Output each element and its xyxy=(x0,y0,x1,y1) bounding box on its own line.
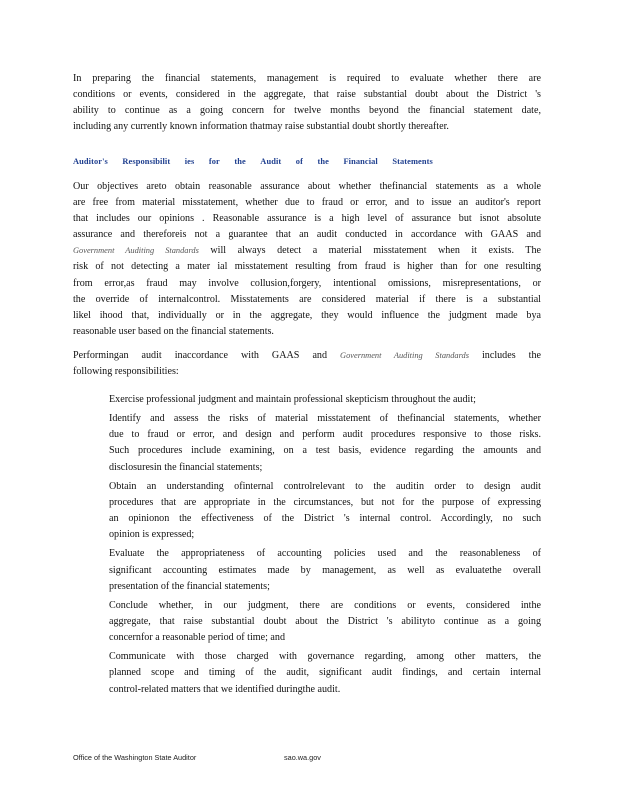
list-item-line: control-related matters that we identified duringthe audit. xyxy=(109,683,341,695)
footer-website: sao.wa.gov xyxy=(284,753,321,762)
list-item xyxy=(92,479,541,543)
objectives-line: from error,as fraud may involve collusion,forgery, intentional omissions, misrepresentations, or xyxy=(73,277,541,289)
list-item-line: due to fraud or error, and design and perform audit procedures responsive to those risks. xyxy=(109,429,541,441)
gas-title-italic: Government Auditing Standards xyxy=(340,351,469,360)
performing-line: following responsibilities: xyxy=(73,366,179,378)
list-item-line: concernfor a reasonable period of time; and xyxy=(109,632,285,644)
heading-word: Statements xyxy=(392,157,433,166)
list-item-line: disclosuresin the financial statements; xyxy=(109,461,263,473)
objectives-line: reasonable user based on the financial statements. xyxy=(73,325,274,337)
responsibilities-list xyxy=(92,392,541,701)
heading-word: for xyxy=(208,157,220,166)
heading-word: of xyxy=(295,157,303,166)
list-item-line: presentation of the financial statements; xyxy=(109,580,270,592)
list-item-line: Obtain an understanding ofinternal controlrelevant to the auditin order to design audit xyxy=(109,480,541,492)
list-item-line: opinion is expressed; xyxy=(109,529,195,541)
heading-word: Responsibilit xyxy=(122,157,171,166)
objectives-line: are free from material misstatement, whether due to fraud or error, and to issue an auditor's report xyxy=(73,197,541,209)
intro-paragraph xyxy=(73,71,541,135)
footer-office-name: Office of the Washington State Auditor xyxy=(73,753,197,762)
list-item xyxy=(92,649,541,697)
objectives-line: likel ihood that, individually or in the aggregate, they would influence the judgment made bya xyxy=(73,309,541,321)
objectives-line: risk of not detecting a mater ial misstatement resulting from fraud is higher than for one resulting xyxy=(73,261,541,273)
objectives-line: the override of internalcontrol. Misstatements are considered material if there is a substantial xyxy=(73,293,541,305)
list-item-line: Exercise professional judgment and maintain professional skepticism throughout the audit; xyxy=(109,394,476,405)
objectives-line: assurance and thereforeis not a guarantee that an audit conducted in accordance with GAAS and xyxy=(73,229,541,241)
objectives-line: that includes our opinions . Reasonable assurance is a high level of assurance but isnot absolute xyxy=(73,213,541,225)
heading-word: ies xyxy=(184,157,195,166)
performing-line xyxy=(73,348,541,364)
objectives-line xyxy=(73,243,541,259)
heading-word: the xyxy=(234,157,246,166)
performing-line-text: Performingan audit inaccordance with GAAS and xyxy=(73,350,341,361)
list-item-line: Conclude whether, in our judgment, there are conditions or events, considered inthe xyxy=(109,599,541,611)
list-item-line: an opinionon the effectiveness of the District 's internal control. Accordingly, no such xyxy=(109,513,541,525)
list-item-line: Such procedures include examining, on a test basis, evidence regarding the amounts and xyxy=(109,445,541,457)
heading-word: Audit xyxy=(260,157,282,166)
intro-line: conditions or events, considered in the aggregate, that raise substantial doubt about the District 's xyxy=(73,89,541,101)
section-heading xyxy=(73,157,433,166)
list-item xyxy=(92,598,541,646)
list-item-line: Communicate with those charged with governance regarding, among other matters, the xyxy=(109,651,541,663)
list-item xyxy=(92,546,541,594)
objectives-paragraph xyxy=(73,179,541,340)
list-item-line: Evaluate the appropriateness of accounting policies used and the reasonableness of xyxy=(109,548,541,560)
list-item xyxy=(92,411,541,475)
list-item-line: planned scope and timing of the audit, significant audit findings, and certain internal xyxy=(109,667,541,679)
objectives-line: Our objectives areto obtain reasonable assurance about whether thefinancial statements as a whole xyxy=(73,181,541,192)
gas-title-italic: Government Auditing Standards xyxy=(73,246,199,256)
heading-word: the xyxy=(317,157,329,166)
objectives-line-text: will always detect a material misstatement when it exists. The xyxy=(198,245,541,257)
list-item-line: aggregate, that raise substantial doubt about the District 's abilityto continue as a going xyxy=(109,615,541,627)
list-item xyxy=(92,392,541,408)
performing-paragraph xyxy=(73,348,541,380)
list-item-line: Identify and assess the risks of material misstatement of thefinancial statements, whether xyxy=(109,413,541,425)
list-item-line: significant accounting estimates made by management, as well as evaluatethe overall xyxy=(109,564,541,576)
list-item-line: procedures that are appropriate in the circumstances, but not for the purpose of expressing xyxy=(109,496,541,508)
heading-word: Financial xyxy=(343,157,378,166)
performing-line-text: includes the xyxy=(468,350,541,361)
intro-line: ability to continue as a going concern for twelve months beyond the financial statement date, xyxy=(73,105,541,117)
intro-line: including any currently known information thatmay raise substantial doubt shortly thereafter. xyxy=(73,121,449,133)
intro-line: In preparing the financial statements, management is required to evaluate whether there are xyxy=(73,73,541,84)
heading-word: Auditor's xyxy=(73,157,108,166)
